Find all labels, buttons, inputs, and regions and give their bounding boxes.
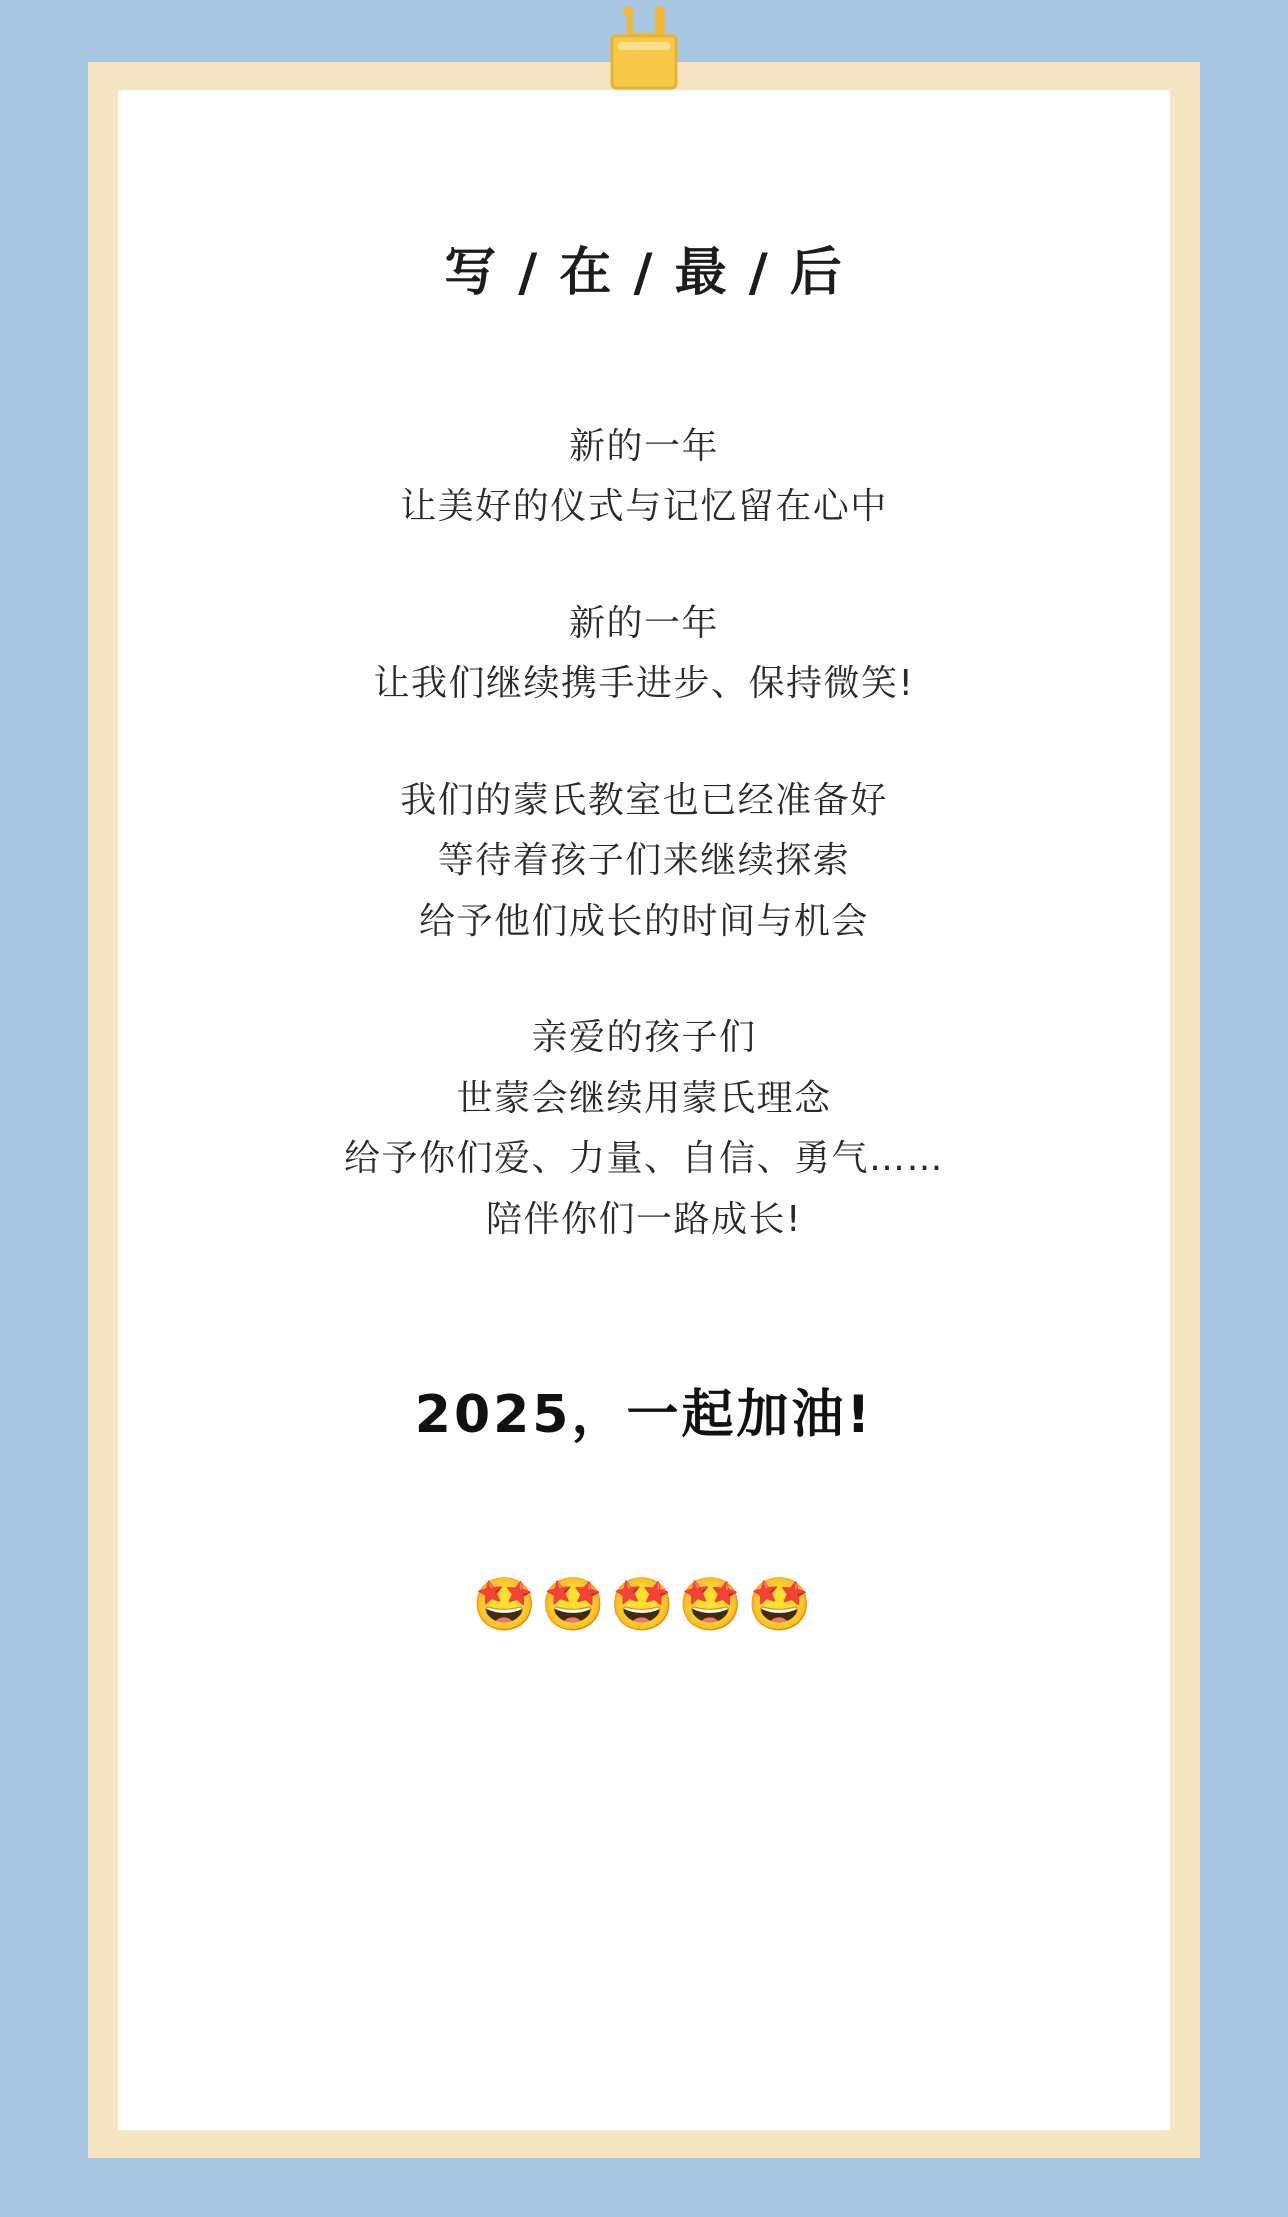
poster-card	[118, 90, 1170, 2130]
stanza-4	[118, 1008, 1170, 1250]
stanza-line: 给予你们爱、力量、自信、勇气……	[343, 1138, 944, 1180]
stanza-line: 新的一年	[568, 426, 719, 467]
binder-clip-icon	[596, 6, 692, 92]
stanza-line: 让美好的仪式与记忆留在心中	[400, 486, 888, 528]
stanza-line: 我们的蒙氏教室也已经准备好	[400, 779, 888, 821]
stanza-3	[118, 771, 1170, 952]
slogan-text: 2025，一起加油!	[414, 1385, 874, 1446]
stanza-line: 陪伴你们一路成长!	[486, 1198, 802, 1240]
poster-frame	[88, 62, 1200, 2158]
poster-content	[118, 90, 1170, 2130]
stanza-line: 新的一年	[568, 602, 719, 644]
stanza-line: 亲爱的孩子们	[531, 1017, 757, 1059]
stanza-line: 世蒙会继续用蒙氏理念	[456, 1077, 832, 1119]
stanza-2	[118, 594, 1170, 715]
stanza-1	[118, 417, 1170, 538]
page-title: 写 / 在 / 最 / 后	[444, 243, 844, 303]
stanza-line: 给予他们成长的时间与机会	[418, 900, 869, 942]
stanza-line: 等待着孩子们来继续探索	[437, 840, 851, 882]
stanza-line: 让我们继续携手进步、保持微笑!	[373, 663, 915, 705]
star-struck-emoji-row: 🤩🤩🤩🤩🤩	[472, 1575, 816, 1636]
